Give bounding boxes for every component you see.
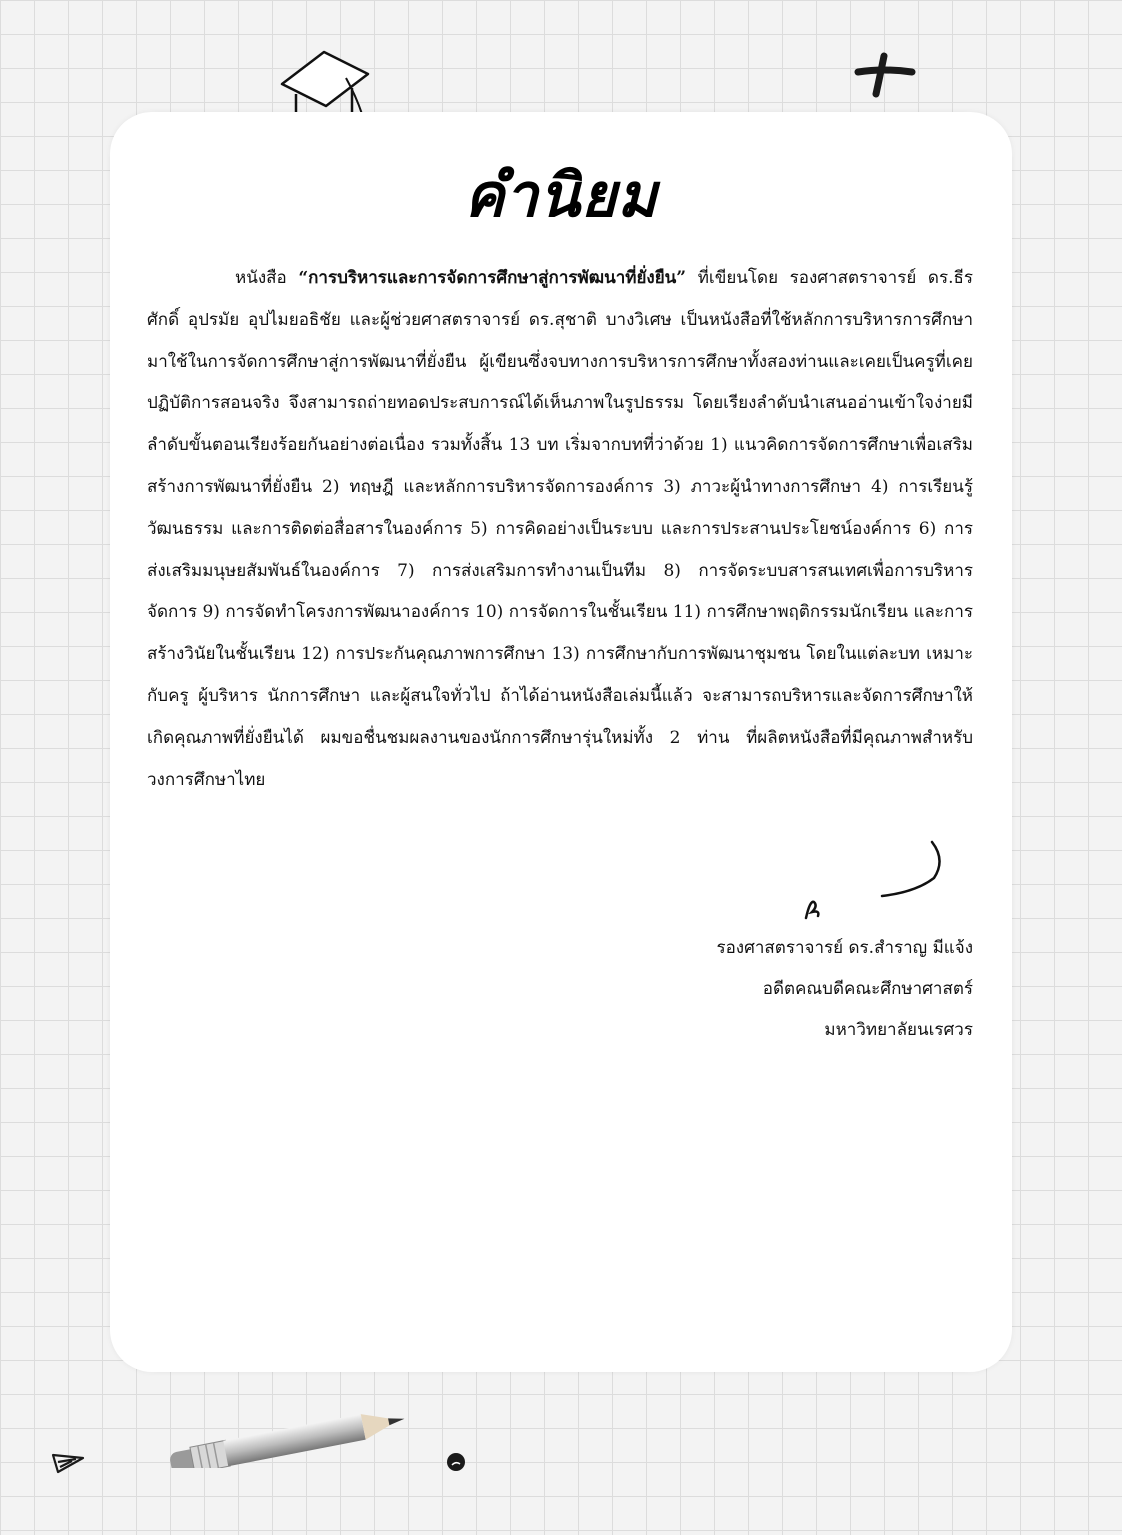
- dot-doodle-icon: [444, 1450, 468, 1474]
- signer-organization: มหาวิทยาลัยนเรศวร: [824, 1020, 973, 1040]
- body-paragraph: [147, 258, 973, 801]
- paragraph-text: ที่เขียนโดย รองศาสตราจารย์ ดร.ธีรศักดิ์ อุปรมัย อุปไมยอธิชัย และผู้ช่วยศาสตราจารย์ ดร.สุชาติ บางวิเศษ เป็นหนังสือที่ใช้หลักการบริหารการศึกษามาใช้ในการจัดการศึกษาสู่การพัฒนาที่ยั่งยืน ผู้เขียนซึ่งจบทางการบริหารการศึกษาทั้งสองท่านและเคยเป็นครูที่เคยปฏิบัติการสอนจริง จึงสามารถถ่ายทอดประสบการณ์ได้เห็นภาพในรูปธรรม โดยเรียงลำดับนำเสนออ่านเข้าใจง่ายมีลำดับขั้นตอนเรียงร้อยกันอย่างต่อเนื่อง รวมทั้งสิ้น 13 บท เริ่มจากบทที่ว่าด้วย 1) แนวคิดการจัดการศึกษาเพื่อเสริมสร้างการพัฒนาที่ยั่งยืน 2) ทฤษฎี และหลักการบริหารจัดการองค์การ 3) ภาวะผู้นำทางการศึกษา 4) การเรียนรู้วัฒนธรรม และการติดต่อสื่อสารในองค์การ 5) การคิดอย่างเป็นระบบ และการประสานประโยชน์องค์การ 6) การส่งเสริมมนุษยสัมพันธ์ในองค์การ 7) การส่งเสริมการทำงานเป็นทีม 8) การจัดระบบสารสนเทศเพื่อการบริหารจัดการ 9) การจัดทำโครงการพัฒนาองค์การ 10) การจัดการในชั้นเรียน 11) การศึกษาพฤติกรรมนักเรียน และการสร้างวินัยในชั้นเรียน 12) การประกันคุณภาพการศึกษา 13) การศึกษากับการพัฒนาชุมชน โดยในแต่ละบท เหมาะกับครู ผู้บริหาร นักการศึกษา และผู้สนใจทั่วไป ถ้าได้อ่านหนังสือเล่มนี้แล้ว จะสามารถบริหารและจัดการศึกษาให้เกิดคุณภาพที่ยั่งยืนได้ ผมขอชื่นชมผลงานของนักการศึกษารุ่นใหม่ทั้ง 2 ท่าน ที่ผลิตหนังสือที่มีคุณภาพสำหรับวงการศึกษาไทย: [147, 268, 973, 790]
- signature-block: [716, 928, 973, 1051]
- handwritten-signature: [796, 838, 946, 924]
- pencil-icon: [160, 1408, 420, 1468]
- graduation-cap-doodle-icon: [276, 44, 376, 120]
- page-title: คำนิยม: [464, 161, 658, 231]
- book-title: “การบริหารและการจัดการศึกษาสู่การพัฒนาที่ยั่งยืน”: [298, 268, 687, 288]
- signer-position: อดีตคณบดีคณะศึกษาศาสตร์: [762, 979, 973, 999]
- plus-doodle-icon: [854, 52, 916, 98]
- signer-name: รองศาสตราจารย์ ดร.สำราญ มีแจ้ง: [716, 938, 973, 958]
- paragraph-lead: หนังสือ: [235, 268, 287, 288]
- paper-plane-doodle-icon: [50, 1450, 86, 1476]
